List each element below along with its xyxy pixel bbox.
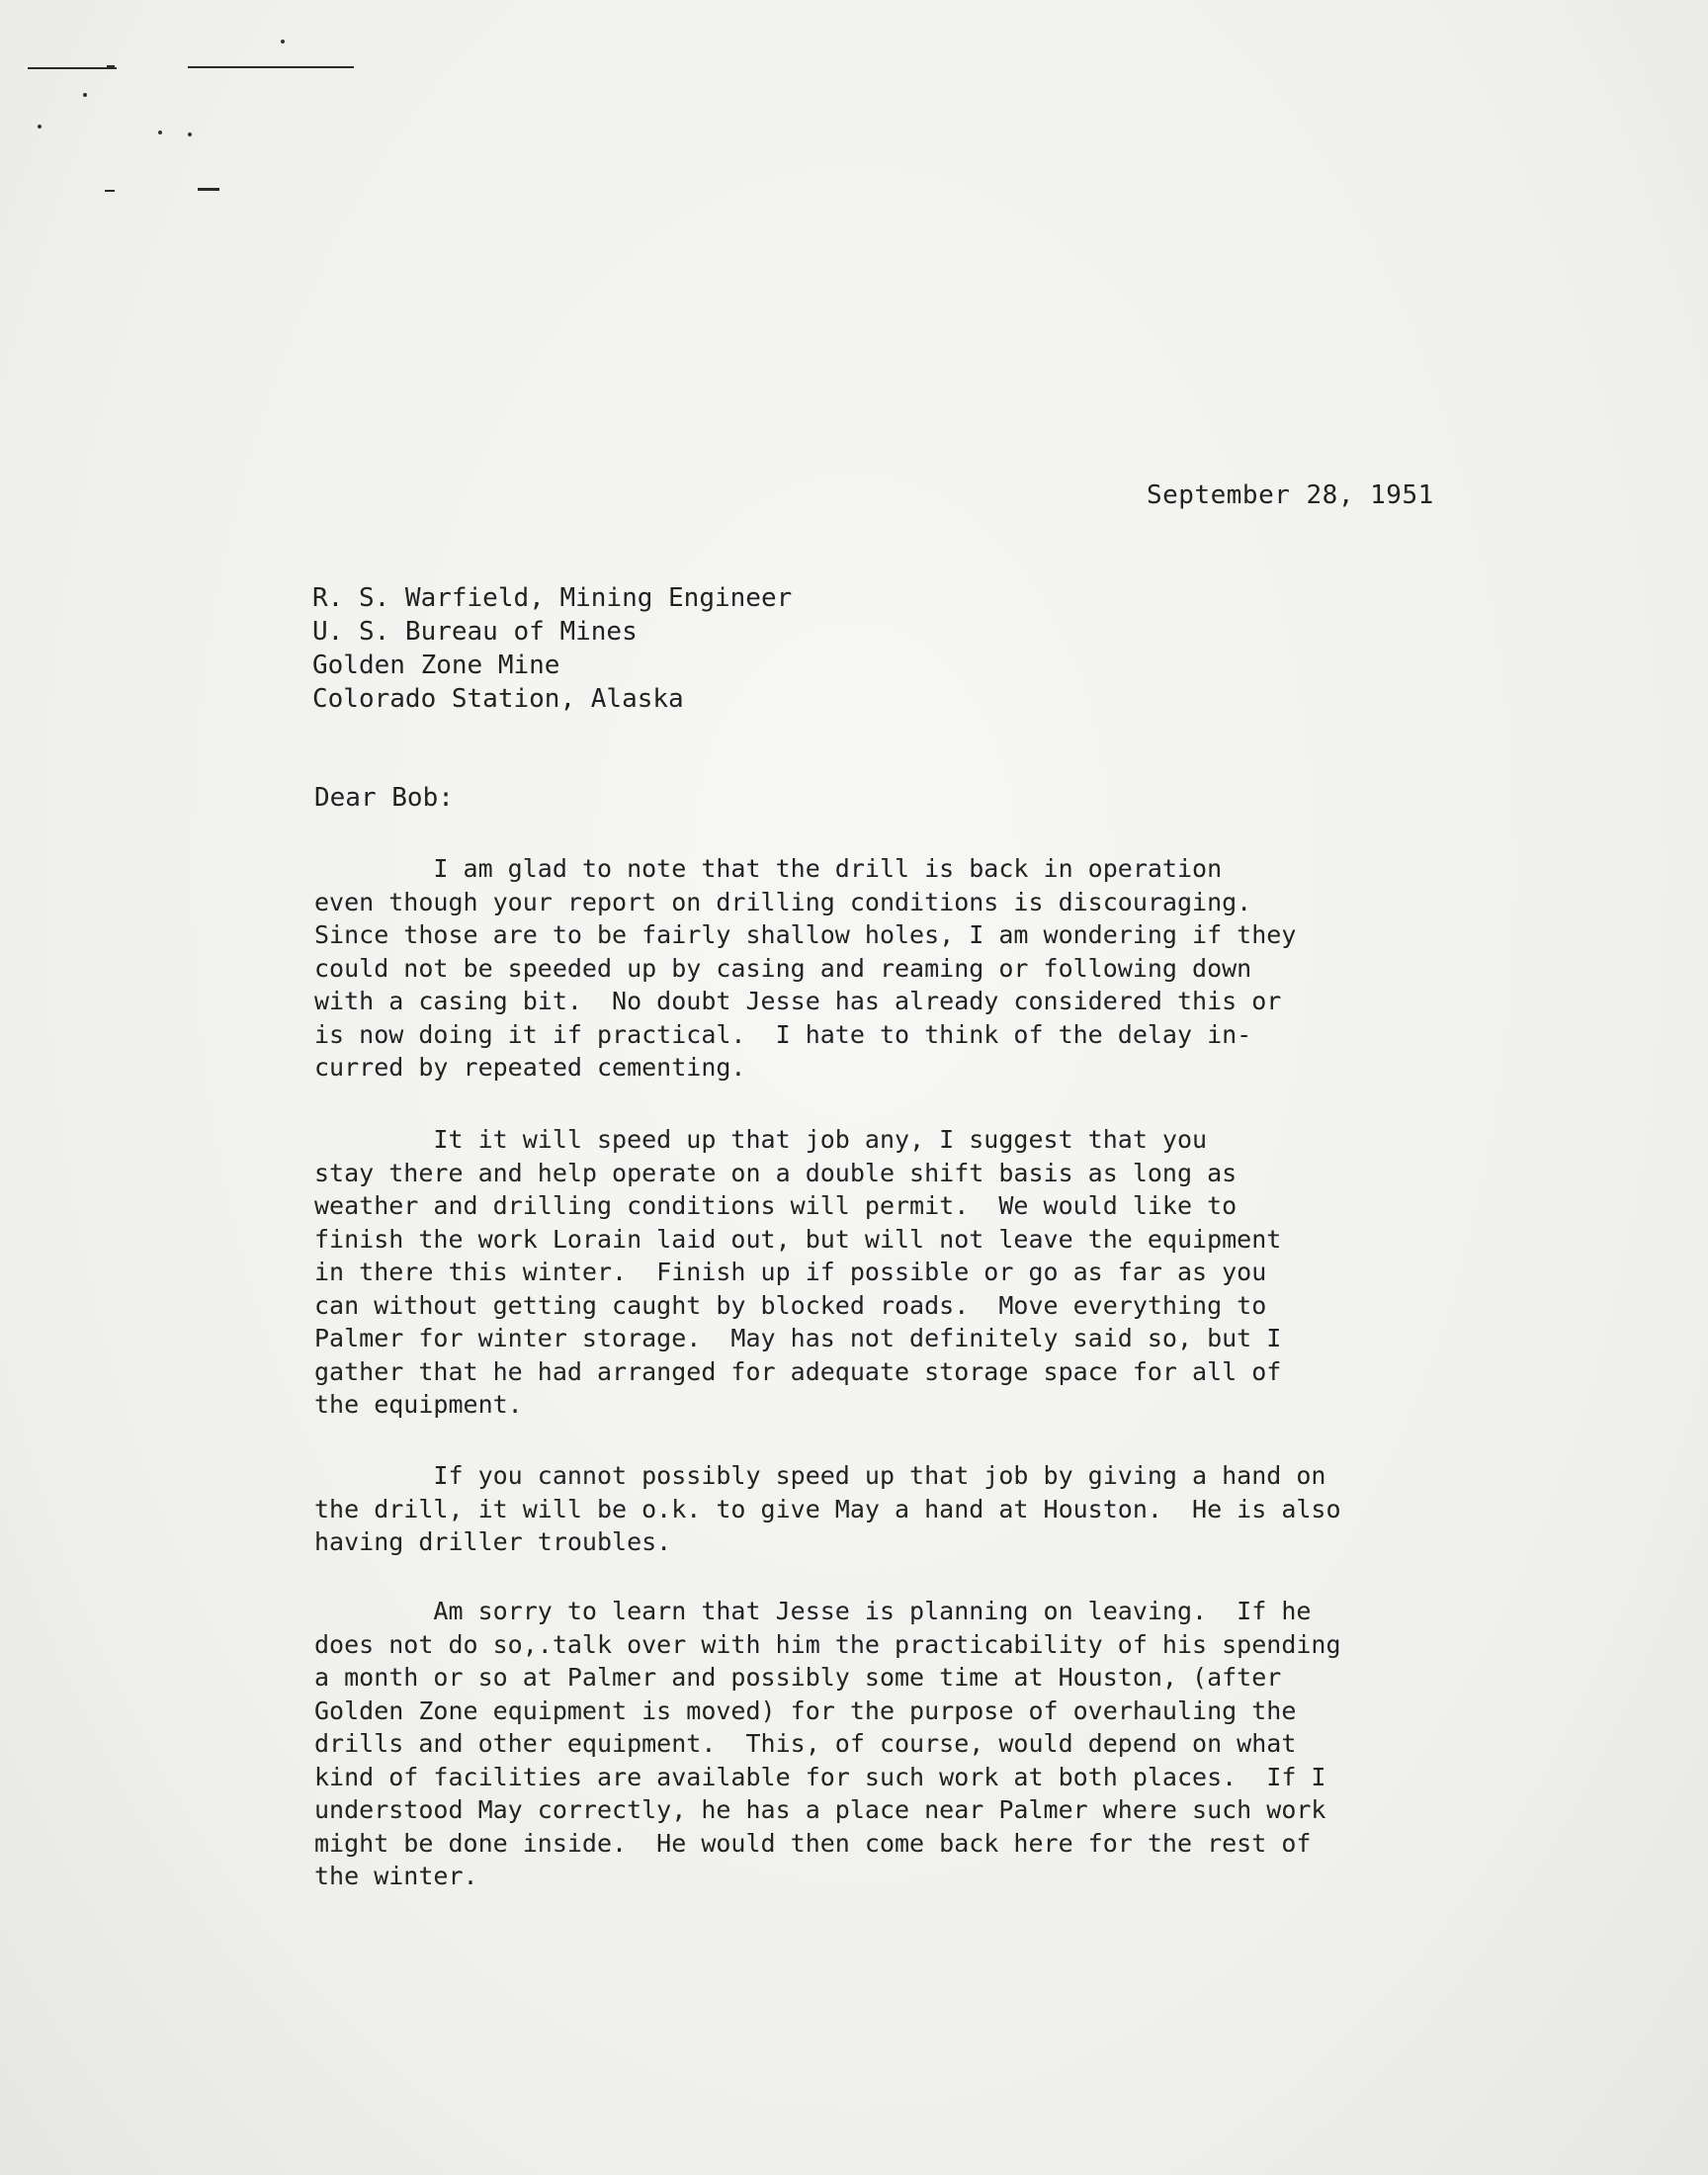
recipient-address bbox=[312, 581, 792, 716]
paragraph-line: with a casing bit. No doubt Jesse has already considered this or bbox=[314, 987, 1282, 1015]
paragraph-line: finish the work Lorain laid out, but will not leave the equipment bbox=[314, 1224, 1282, 1254]
address-line: R. S. Warfield, Mining Engineer bbox=[312, 583, 793, 613]
paragraph-line: I am glad to note that the drill is back in operation bbox=[314, 854, 1223, 883]
paragraph-line: might be done inside. He would then come back here for the rest of bbox=[314, 1828, 1312, 1858]
scan-mark-dot bbox=[281, 40, 285, 44]
paragraph-line: the drill, it will be o.k. to give May a hand at Houston. He is also bbox=[314, 1494, 1341, 1523]
paragraph-line: If you cannot possibly speed up that job by giving a hand on bbox=[314, 1461, 1326, 1490]
paragraph-line: in there this winter. Finish up if possible or go as far as you bbox=[314, 1258, 1267, 1286]
paragraph-line: Palmer for winter storage. May has not definitely said so, but I bbox=[314, 1324, 1282, 1352]
paragraph-line: a month or so at Palmer and possibly some time at Houston, (after bbox=[314, 1663, 1282, 1692]
paragraph-line: understood May correctly, he has a place near Palmer where such work bbox=[314, 1795, 1326, 1824]
letter-date: September 28, 1951 bbox=[1147, 480, 1434, 510]
paragraph-line: It it will speed up that job any, I suggest that you bbox=[314, 1125, 1208, 1154]
paragraph-line: kind of facilities are available for such work at both places. If I bbox=[314, 1762, 1326, 1791]
paragraph-line: the equipment. bbox=[314, 1390, 523, 1419]
scan-mark-line bbox=[105, 190, 115, 192]
scan-mark-dot bbox=[188, 132, 192, 136]
salutation: Dear Bob: bbox=[314, 783, 454, 813]
paragraph-line: Am sorry to learn that Jesse is planning on leaving. If he bbox=[314, 1597, 1312, 1625]
paragraph-line: stay there and help operate on a double shift basis as long as bbox=[314, 1158, 1238, 1187]
address-line: Golden Zone Mine bbox=[312, 651, 560, 680]
address-line: U. S. Bureau of Mines bbox=[312, 617, 638, 647]
paragraph-line: gather that he had arranged for adequate storage space for all of bbox=[314, 1356, 1282, 1386]
paragraph-line: is now doing it if practical. I hate to think of the delay in- bbox=[314, 1019, 1252, 1049]
paragraph-line: could not be speeded up by casing and reaming or following down bbox=[314, 953, 1252, 983]
body-paragraph-2 bbox=[314, 1123, 1281, 1422]
scan-mark-dot bbox=[38, 125, 42, 129]
paragraph-line: Since those are to be fairly shallow holes, I am wondering if they bbox=[314, 920, 1297, 949]
paragraph-line: even though your report on drilling conditions is discouraging. bbox=[314, 887, 1252, 916]
scan-mark-line bbox=[107, 65, 115, 69]
scan-mark-line bbox=[188, 66, 354, 68]
paragraph-line: the winter. bbox=[314, 1862, 478, 1890]
paragraph-line: drills and other equipment. This, of course, would depend on what bbox=[314, 1729, 1297, 1758]
paragraph-line: having driller troubles. bbox=[314, 1527, 672, 1556]
scan-mark-dot bbox=[83, 93, 87, 97]
paragraph-line: curred by repeated cementing. bbox=[314, 1053, 746, 1082]
paragraph-line: can without getting caught by blocked roads. Move everything to bbox=[314, 1290, 1267, 1320]
scan-mark-line bbox=[198, 188, 219, 191]
paragraph-line: weather and drilling conditions will permit. We would like to bbox=[314, 1191, 1238, 1220]
body-paragraph-1 bbox=[314, 852, 1296, 1085]
scan-mark-line bbox=[28, 67, 117, 69]
scan-mark-dot bbox=[158, 130, 162, 134]
body-paragraph-3 bbox=[314, 1459, 1341, 1559]
body-paragraph-4 bbox=[314, 1595, 1341, 1893]
paragraph-line: Golden Zone equipment is moved) for the purpose of overhauling the bbox=[314, 1696, 1297, 1725]
paragraph-line: does not do so,.talk over with him the practicability of his spending bbox=[314, 1629, 1341, 1659]
address-line: Colorado Station, Alaska bbox=[312, 684, 684, 714]
